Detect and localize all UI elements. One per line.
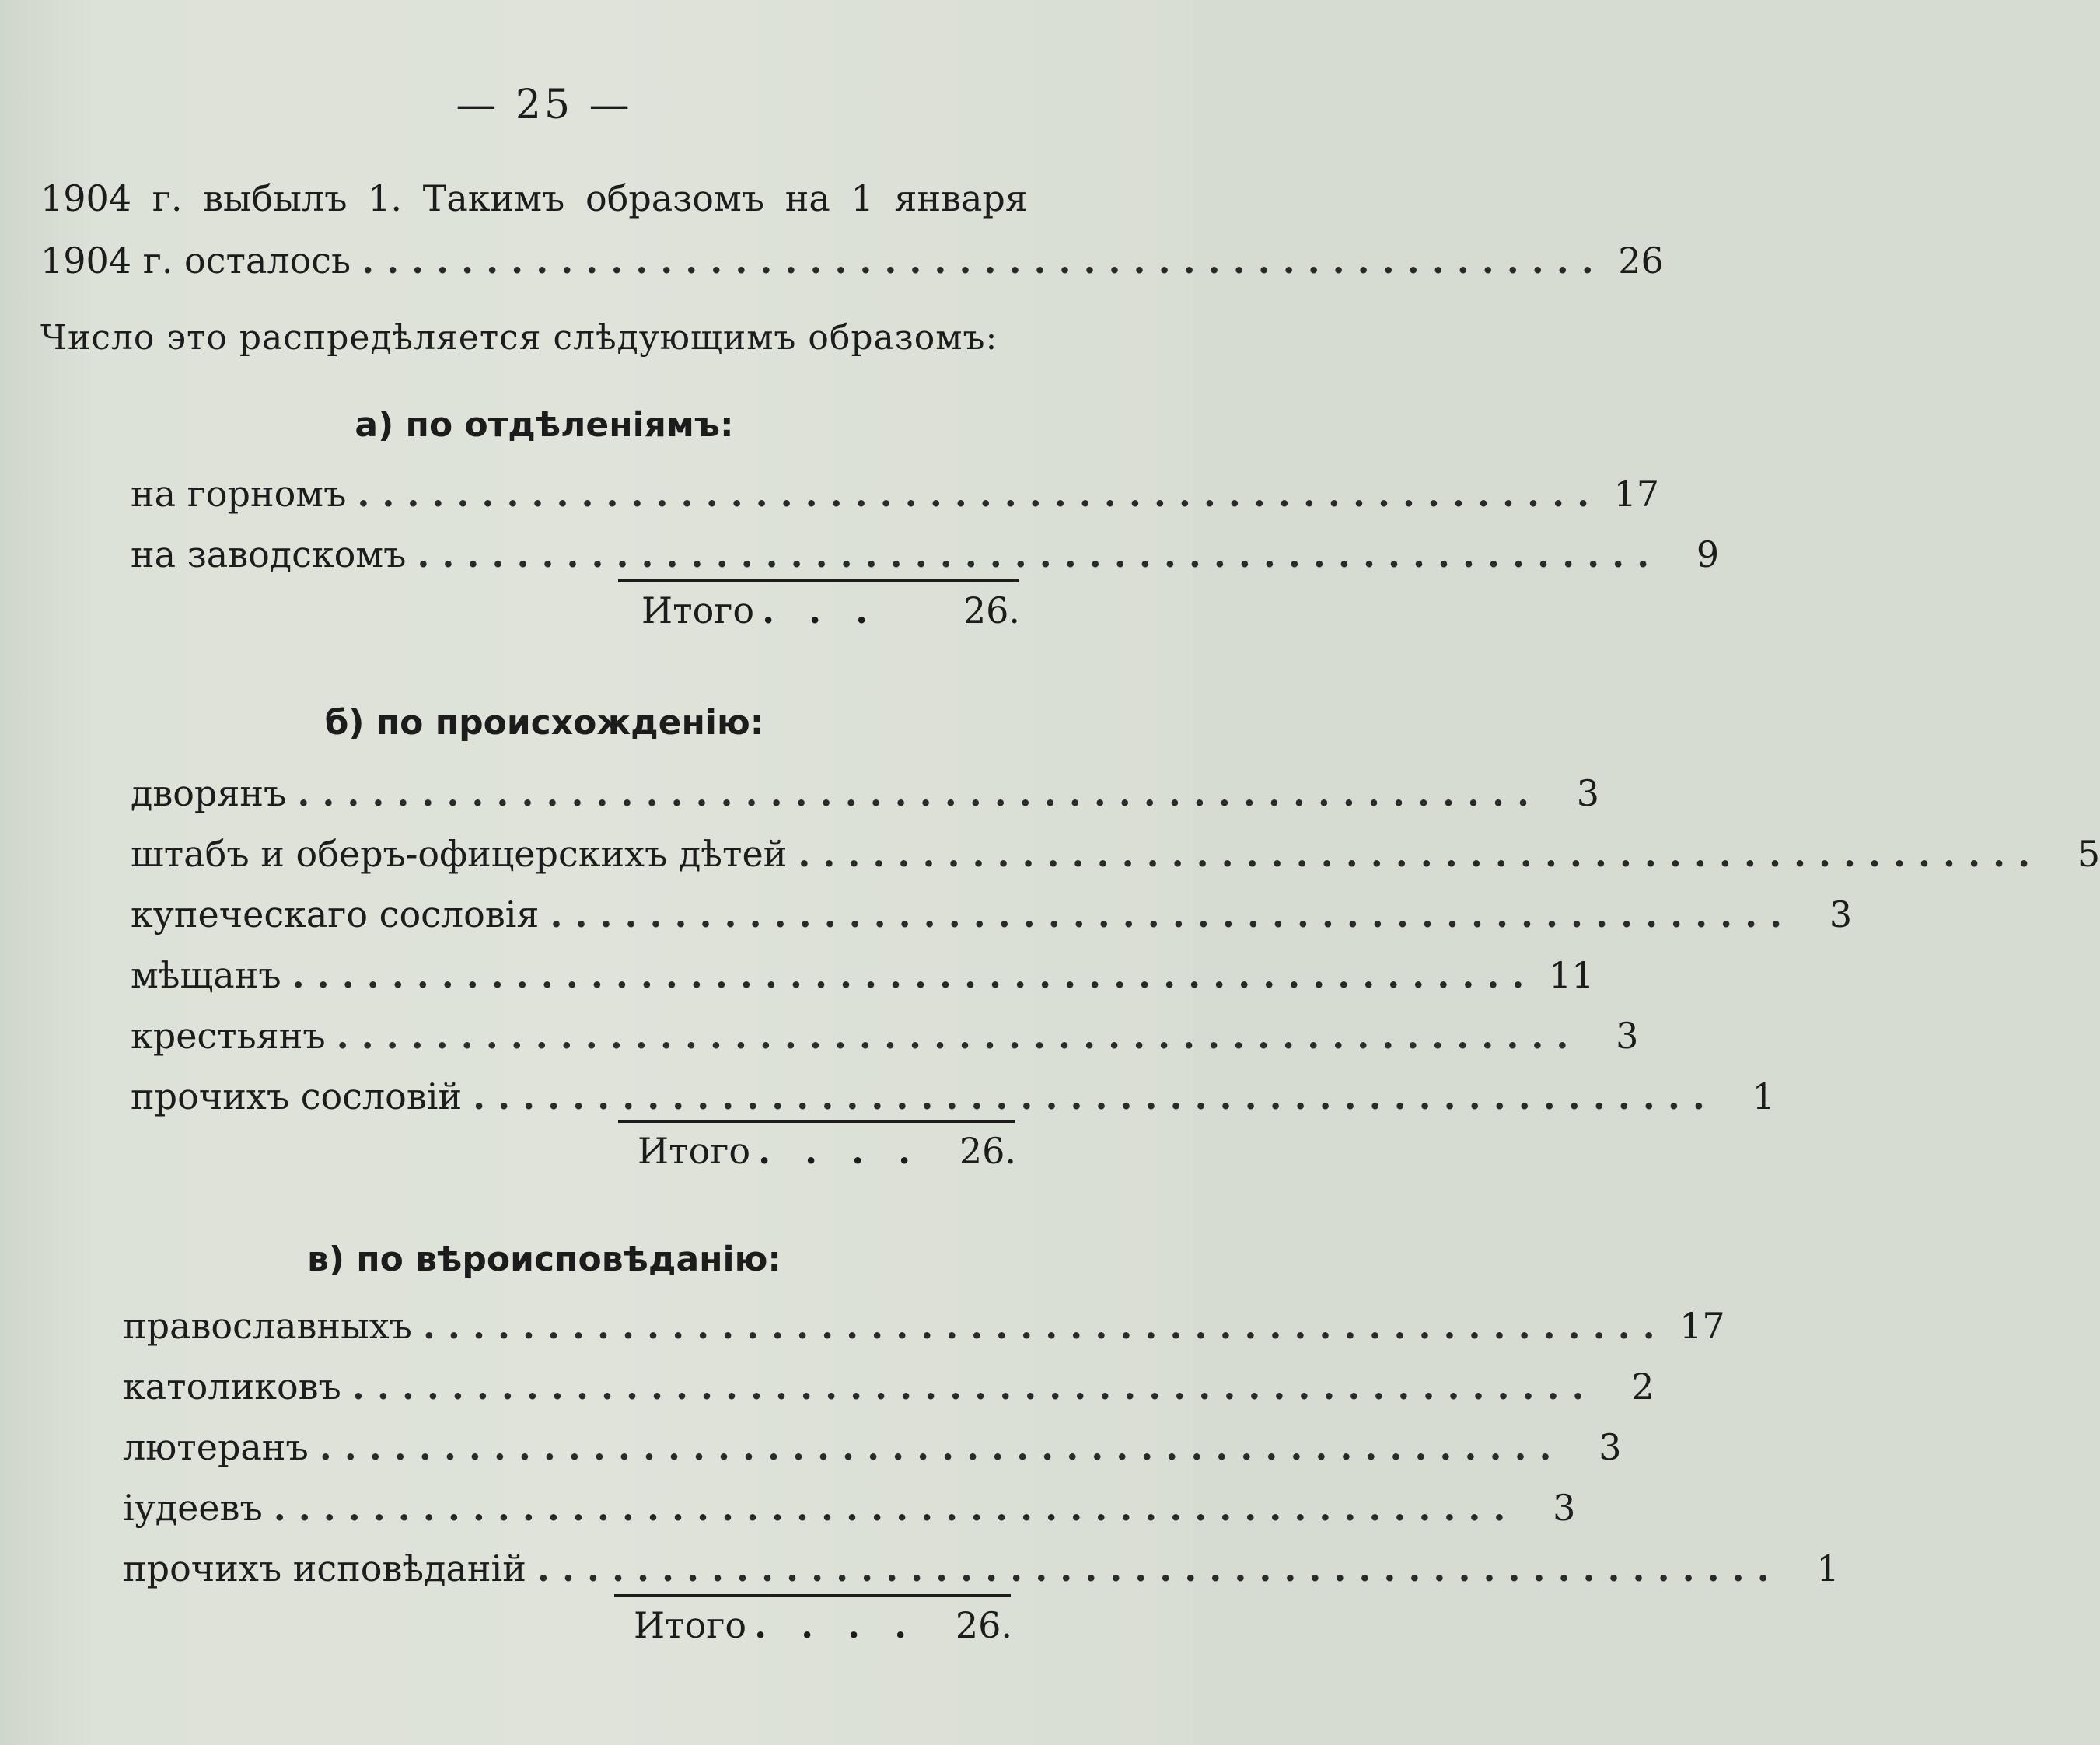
leader-dots: .................................................. bbox=[292, 954, 1537, 996]
leader-dots: .................................................. bbox=[550, 893, 1795, 935]
row-value: 1 bbox=[1752, 1075, 1775, 1117]
row-label: крестьянъ bbox=[131, 1015, 326, 1057]
intro-word: на bbox=[784, 177, 830, 219]
sum-rule bbox=[614, 1594, 1011, 1597]
intro-word: Такимъ bbox=[422, 177, 565, 219]
row-value: 2 bbox=[1631, 1366, 1654, 1408]
leader-dots: .................................................. bbox=[297, 772, 1543, 814]
row-label: на заводскомъ bbox=[131, 533, 407, 575]
leader-dots: .................................................. bbox=[319, 1426, 1564, 1468]
intro-word: 1 bbox=[851, 177, 874, 219]
leader-dots: .................................................. bbox=[362, 240, 1606, 282]
intro-remaining-value: 26 bbox=[1618, 240, 1664, 282]
row-label: штабъ и оберъ-офицерскихъ дѣтей bbox=[131, 833, 788, 875]
table-row bbox=[131, 467, 1660, 521]
intro-word: 1. bbox=[368, 177, 403, 219]
table-row bbox=[123, 1359, 1654, 1414]
table-row bbox=[131, 948, 1595, 1002]
table-row bbox=[123, 1420, 1622, 1474]
table-row bbox=[131, 827, 2100, 881]
section-heading-origin: б) по происхожденію: bbox=[324, 703, 764, 743]
sum-rule bbox=[618, 579, 1019, 582]
table-row bbox=[131, 1069, 1775, 1124]
leader-dots: .................................................. bbox=[273, 1487, 1518, 1529]
total-row bbox=[638, 1124, 1016, 1178]
row-label: лютеранъ bbox=[123, 1426, 309, 1468]
total-value: 26. bbox=[959, 1130, 1016, 1172]
section-heading-religion: в) по вѣроисповѣданію: bbox=[306, 1240, 781, 1279]
table-row bbox=[131, 766, 1600, 820]
leader-dots: .................................................. bbox=[417, 533, 1662, 575]
row-label: іудеевъ bbox=[123, 1487, 263, 1529]
intro-remaining-label: 1904 г. осталось bbox=[40, 240, 351, 282]
total-row bbox=[634, 1598, 1012, 1652]
intro-word: г. bbox=[152, 177, 183, 219]
row-value: 11 bbox=[1548, 954, 1595, 996]
row-label: католиковъ bbox=[123, 1366, 341, 1408]
table-row bbox=[131, 527, 1720, 582]
total-label: Итого bbox=[634, 1604, 747, 1646]
total-label: Итого bbox=[641, 589, 755, 631]
table-row bbox=[123, 1481, 1576, 1535]
row-value: 17 bbox=[1613, 473, 1660, 515]
intro-word: 1904 bbox=[40, 177, 132, 219]
intro-word: образомъ bbox=[585, 177, 765, 219]
leader-dots: .................................................. bbox=[336, 1015, 1581, 1057]
row-value: 3 bbox=[1553, 1487, 1576, 1529]
row-value: 9 bbox=[1696, 533, 1720, 575]
row-value: 3 bbox=[1599, 1426, 1622, 1468]
row-label: прочихъ сословій bbox=[131, 1075, 463, 1117]
intro-word: января bbox=[894, 177, 1028, 219]
table-row bbox=[123, 1541, 1840, 1596]
leader-dots: .................................................. bbox=[422, 1305, 1668, 1347]
row-value: 3 bbox=[1829, 893, 1853, 935]
table-row bbox=[131, 1009, 1639, 1063]
intro-line-3: Число это распредѣляется слѣдующимъ образомъ: bbox=[40, 318, 998, 358]
row-value: 5 bbox=[2077, 833, 2100, 875]
row-label: купеческаго сословія bbox=[131, 893, 540, 935]
total-label: Итого bbox=[638, 1130, 751, 1172]
row-label: на горномъ bbox=[131, 473, 347, 515]
section-heading-departments: а) по отдѣленіямъ: bbox=[355, 405, 734, 445]
total-row bbox=[641, 583, 1020, 638]
leader-dots: . . . . bbox=[754, 1604, 918, 1646]
leader-dots: . . . bbox=[762, 589, 879, 631]
row-value: 17 bbox=[1679, 1305, 1725, 1347]
total-value: 26. bbox=[955, 1604, 1012, 1646]
page-number: — 25 — bbox=[456, 82, 633, 128]
intro-line-1 bbox=[40, 171, 1028, 226]
leader-dots: .................................................. bbox=[536, 1547, 1782, 1589]
leader-dots: .................................................. bbox=[357, 473, 1602, 515]
table-row bbox=[131, 887, 1853, 942]
row-label: мѣщанъ bbox=[131, 954, 281, 996]
row-value: 3 bbox=[1576, 772, 1600, 814]
intro-word: выбылъ bbox=[203, 177, 348, 219]
table-row bbox=[123, 1299, 1725, 1353]
row-value: 3 bbox=[1616, 1015, 1639, 1057]
row-label: дворянъ bbox=[131, 772, 287, 814]
sum-rule bbox=[618, 1120, 1015, 1123]
total-value: 26. bbox=[963, 589, 1020, 631]
row-label: православныхъ bbox=[123, 1305, 412, 1347]
leader-dots: .................................................. bbox=[798, 833, 2043, 875]
row-label: прочихъ исповѣданій bbox=[123, 1547, 526, 1589]
leader-dots: .................................................. bbox=[351, 1366, 1597, 1408]
row-value: 1 bbox=[1816, 1547, 1840, 1589]
leader-dots: .................................................. bbox=[473, 1075, 1717, 1117]
intro-line-2 bbox=[40, 233, 1664, 288]
leader-dots: . . . . bbox=[758, 1130, 922, 1172]
